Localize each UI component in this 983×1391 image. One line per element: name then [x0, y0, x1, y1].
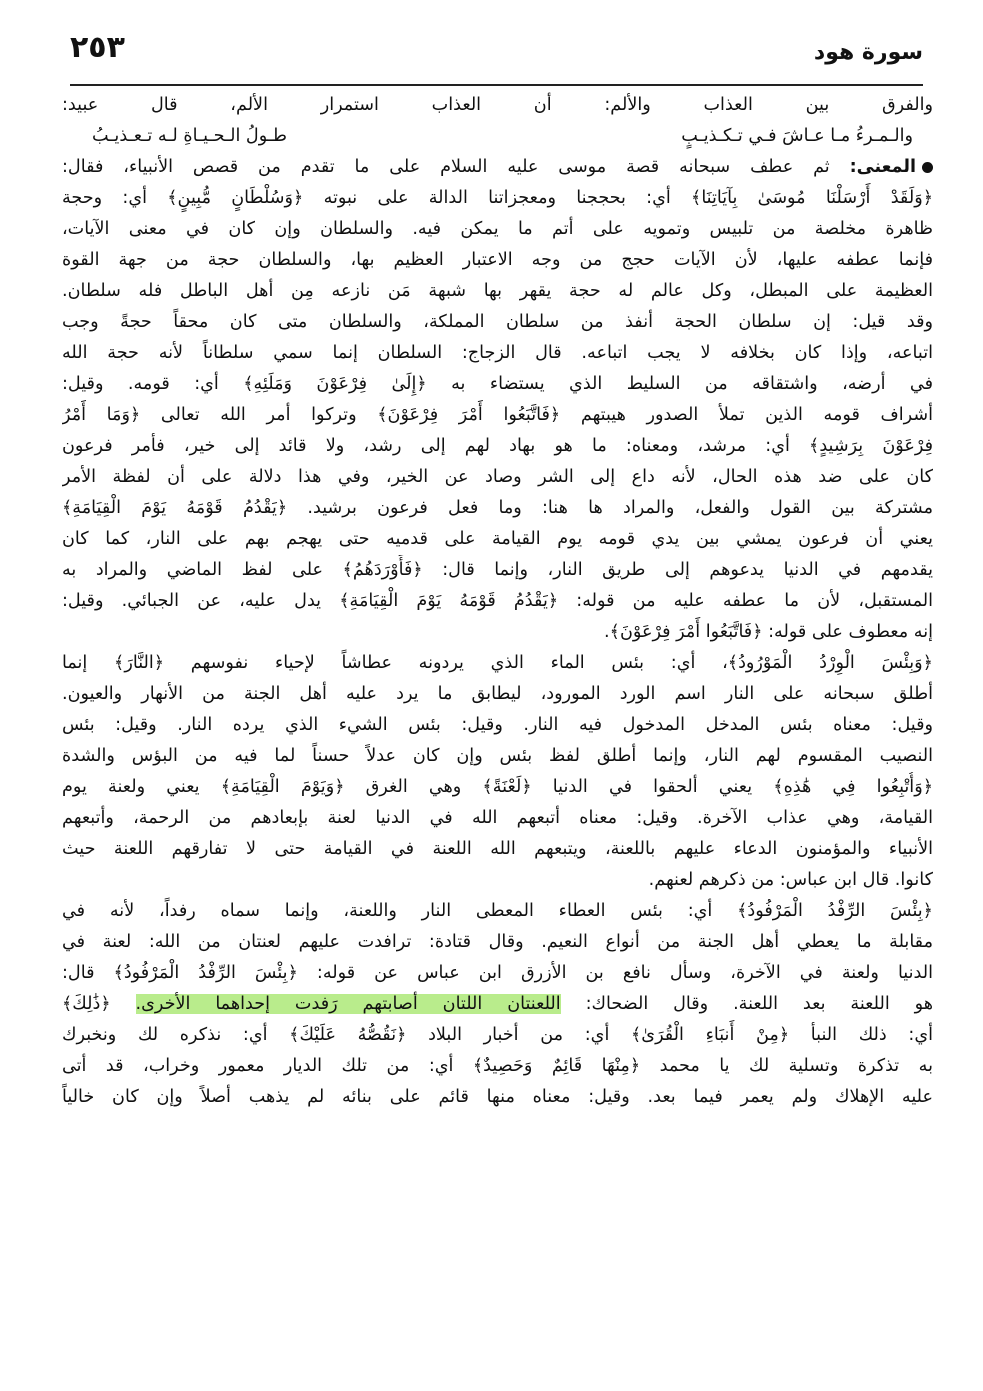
bullet-icon — [922, 162, 933, 173]
highlight-after: ﴿ذَٰلِكَ﴾ — [62, 994, 136, 1014]
verse-second-hemistich: طـولُ الـحـيـاةِ لـه تـعـذيـبُ — [92, 126, 287, 146]
page-body — [62, 90, 933, 1113]
text-line: والفرق بين العذاب والألم: أن العذاب استمرار الألم، قال عبيد: — [62, 95, 933, 115]
surah-name: سورة هود — [813, 40, 923, 65]
text-line: أشراف قومه الذين تملأ الصدور هيبتهم ﴿فَاتَّبَعُوا أَمْرَ فِرْعَوْنَ﴾ وتركوا أمر الله تعالى ﴿وَمَا أَمْرُ — [62, 405, 933, 425]
verse-first-hemistich: والـمـرءُ مـا عـاشَ فـي تـكـذيـبٍ — [681, 126, 913, 146]
text-line: فإنما عطفه عليها، لأن الآيات حجج من وجه الاعتبار العظيم بها، والسلطان حجة من جهة القوة — [62, 250, 933, 270]
text-line: إنه معطوف على قوله: ﴿فَاتَّبَعُوا أَمْرَ فِرْعَوْنَ﴾. — [604, 622, 933, 642]
text-line: كان على ضد هذه الحال، لأنه داع إلى الشر وصاد عن الخير، وفي هذا دلالة على أن لفظة الأمر — [62, 467, 933, 487]
text-line: يعني أن فرعون يمشي بين يدي قومه يوم القيامة على قدميه حتى يهجم بهم على النار، كما كان — [62, 529, 933, 549]
text-line: مقابلة ما يعطي أهل الجنة من أنواع النعيم. وقال قتادة: ترافدت عليهم لعنتان من الله: لعنة في — [62, 932, 933, 952]
text-line: أطلق سبحانه على النار اسم الورد المورود، ليطابق ما يرد عليه أهل الجنة من الأنهار والعيون. — [62, 684, 933, 704]
text-line: في أرضه، واشتقاقه من السليط الذي يستضاء به ﴿إِلَىٰ فِرْعَوْنَ وَمَلَئِهِ﴾ أي: قومه. وقيل: — [62, 374, 933, 394]
text-line: العظيمة على المبطل، وكل عالم له حجة يقهر بها شبهة مَن نازعه مِن أهل الباطل فله سلطان. — [62, 281, 933, 301]
text-line-ma3na — [62, 152, 933, 183]
text-line: ﴿بِئْسَ الرِّفْدُ الْمَرْفُودُ﴾ أي: بئس العطاء المعطى النار واللعنة، وإنما سماه رفداً، لأنه في — [62, 901, 933, 921]
highlight-before: هو اللعنة بعد اللعنة. وقال الضحاك: — [560, 994, 933, 1014]
text-line: النصيب المقسوم لهم النار، وإنما أطلق لفظ بئس وإن كان عدلاً حسناً لما فيه من البؤس والشدة — [62, 746, 933, 766]
text-line: المستقبل، لأن ما عطفه عليه من قوله: ﴿يَقْدُمُ قَوْمَهُ يَوْمَ الْقِيَامَةِ﴾ يدل عليه، عن الجبائي. وقيل: — [62, 591, 933, 611]
text-line: يقدمهم في الدنيا يدعوهم إلى طريق النار، وإنما قال: ﴿فَأَوْرَدَهُمُ﴾ على لفظ الماضي والمراد به — [62, 560, 933, 580]
text-line: اتباعه، وإذا كان بخلافه لا يجب اتباعه. قال الزجاج: السلطان إنما سمي سلطاناً لأنه حجة الله — [62, 343, 933, 363]
text-line: الأنبياء والمؤمنون الدعاء عليهم باللعنة، ويتبعهم الله اللعنة في القيامة حتى لا تفارقهم اللعنة حيث — [62, 839, 933, 859]
text-line: ظاهرة مخلصة من تلبيس وتمويه على أتم ما يمكن فيه. والسلطان وإن كان في معنى الآيات، — [62, 219, 933, 239]
text-line: مشتركة بين القول والفعل، والمراد ها هنا: وما فعل فرعون برشيد. ﴿يَقْدُمُ قَوْمَهُ يَوْمَ الْقِيَامَةِ﴾ — [62, 498, 933, 518]
text-line: أي: ذلك النبأ ﴿مِنْ أَنبَاءِ الْقُرَىٰ﴾ أي: من أخبار البلاد ﴿نَقُصُّهُ عَلَيْكَ﴾ أي: نذكره لك ونخبرك — [62, 1025, 933, 1045]
highlighted-text: اللعنتان اللتان أصابتهم رَفدت إحداهما الأخرى. — [135, 994, 561, 1014]
ma3na-text: ثم عطف سبحانه قصة موسى عليه السلام على ما تقدم من قصص الأنبياء، فقال: — [62, 157, 850, 177]
text-line: القيامة، وهي عذاب الآخرة. وقيل: معناه أتبعهم الله في الدنيا لعنة بإبعادهم من الرحمة، وأتبعهم — [62, 808, 933, 828]
text-line: وقد قيل: إن سلطان الحجة أنفذ من سلطان المملكة، والسلطان متى كان محقاً حجةً وجب — [62, 312, 933, 332]
text-line: ﴿وَبِئْسَ الْوِرْدُ الْمَوْرُودُ﴾، أي: بئس الماء الذي يردونه عطاشاً لإحياء نفوسهم ﴿النَّارَ﴾ إنما — [62, 653, 933, 673]
ma3na-label: المعنى: — [849, 157, 916, 177]
header-rule — [70, 84, 923, 86]
poetry-verse — [62, 121, 933, 152]
text-line: فِرْعَوْنَ بِرَشِيدٍ﴾ أي: مرشد، ومعناه: ما هو بهاد لهم إلى رشد، ولا قائد إلى خير، فأمر فرعون — [62, 436, 933, 456]
page-number: ٢٥٣ — [70, 30, 125, 65]
text-line: وقيل: معناه بئس المدخل المدخول فيه النار. وقيل: بئس الشيء الذي يرده النار. وقيل: بئس — [62, 715, 933, 735]
text-line: كانوا. قال ابن عباس: من ذكرهم لعنهم. — [648, 870, 933, 890]
text-line: عليه الإهلاك ولم يعمر فيما بعد. وقيل: معناه منها قائم على بنائه لم يذهب أصلاً وإن كان خالياً — [62, 1087, 933, 1107]
text-line-highlight — [62, 989, 933, 1020]
text-line: الدنيا ولعنة في الآخرة، وسأل نافع بن الأزرق ابن عباس عن قوله: ﴿بِئْسَ الرِّفْدُ الْمَرْفُودُ﴾ قال: — [62, 963, 933, 983]
text-line: ﴿وَأُتْبِعُوا فِي هَٰذِهِ﴾ يعني ألحقوا في الدنيا ﴿لَعْنَةً﴾ وهي الغرق ﴿وَيَوْمَ الْقِيَامَةِ﴾ يعني ولعنة يوم — [62, 777, 933, 797]
text-line: به تذكرة وتسلية لك يا محمد ﴿مِنْهَا قَائِمٌ وَحَصِيدٌ﴾ أي: من تلك الديار معمور وخراب، قد أتى — [62, 1056, 933, 1076]
text-line: ﴿وَلَقَدْ أَرْسَلْنَا مُوسَىٰ بِآيَاتِنَا﴾ أي: بحججنا ومعجزاتنا الدالة على نبوته ﴿وَسُلْطَانٍ مُّبِينٍ﴾ أي: وحجة — [62, 188, 933, 208]
page-header — [70, 30, 923, 82]
